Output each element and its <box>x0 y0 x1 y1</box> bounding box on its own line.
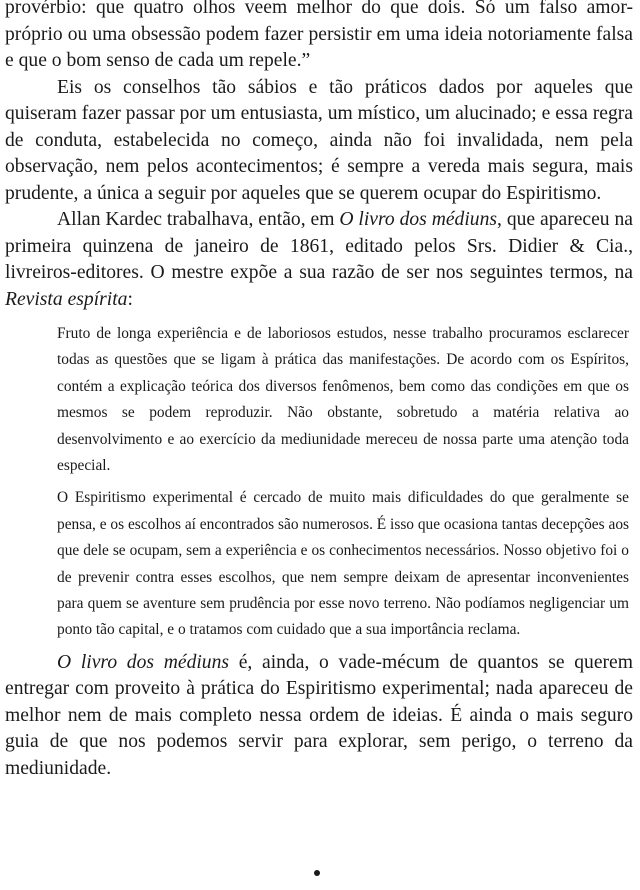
text-segment: : <box>127 288 133 310</box>
quote-paragraph-1: Fruto de longa experiência e de laboriosos estudos, nesse trabalho procuramos esclarecer todas as questões que se ligam à prática das manifestações. De acordo com os Espíritos, contém a explicação teórica dos diversos fenômenos, bem como das condições em que os mesmos se podem reproduzir. Não obstante, sobretudo a matéria relativa ao desenvolvimento e ao exercício da mediunidade mereceu de nossa parte uma atenção toda especial. <box>57 325 629 475</box>
paragraph-proverb: provérbio: que quatro olhos veem melhor do que dois. Só um falso amor-próprio ou uma obsessão podem fazer persistir em uma ideia notoriamente falsa e que o bom senso de cada um repele.” <box>5 0 633 71</box>
text-segment: Allan Kardec trabalhava, então, em <box>57 209 340 230</box>
paragraph-kardec-work <box>5 207 633 313</box>
section-bullet-icon <box>314 870 320 876</box>
paragraph-vade-mecum <box>5 650 633 783</box>
quote-paragraph-2: O Espiritismo experimental é cercado de muito mais dificuldades do que geralmente se pensa, e os escolhos aí encontrados são numerosos. É isso que ocasiona tantas decepções aos que dele se ocupam, sem a experiência e os conhecimentos necessários. Nosso objetivo foi o de prevenir contra esses escolhos, que nem sempre deixam de apresentar inconvenientes para quem se aventure sem prudência por esse novo terreno. Não podíamos negligenciar um ponto tão capital, e o tratamos com cuidado que a sua importância reclama. <box>57 489 629 639</box>
book-title-italic: O livro dos médiuns <box>339 209 498 230</box>
text-segment: é, ainda, o vade-mécum de quantos se querem entregar com proveito à prática do Espiritismo experimental; nada apareceu de melhor nem de mais completo nessa ordem de ideias. É ainda o mais seguro guia de que nos podemos servir para explorar, sem perigo, o terreno da mediunidade. <box>5 651 633 779</box>
block-quote <box>5 321 633 644</box>
journal-title-italic: Revista espírita <box>5 288 128 310</box>
document-page <box>5 0 633 890</box>
book-title-italic: O livro dos médiuns <box>57 651 230 673</box>
text-segment: , que apareceu na primeira quinzena de janeiro de 1861, editado pelos Srs. Didier & Cia., livreiros-editores. O mestre expõe a sua razão de ser nos seguintes termos, na <box>5 209 633 283</box>
paragraph-advice: Eis os conselhos tão sábios e tão práticos dados por aqueles que quiseram fazer passar por um entusiasta, um místico, um alucinado; e essa regra de conduta, estabelecida no começo, ainda não foi invalidada, nem pela observação, nem pelos acontecimentos; é sempre a vereda mais segura, mais prudente, a única a seguir por aqueles que se querem ocupar do Espiritismo. <box>5 76 633 204</box>
